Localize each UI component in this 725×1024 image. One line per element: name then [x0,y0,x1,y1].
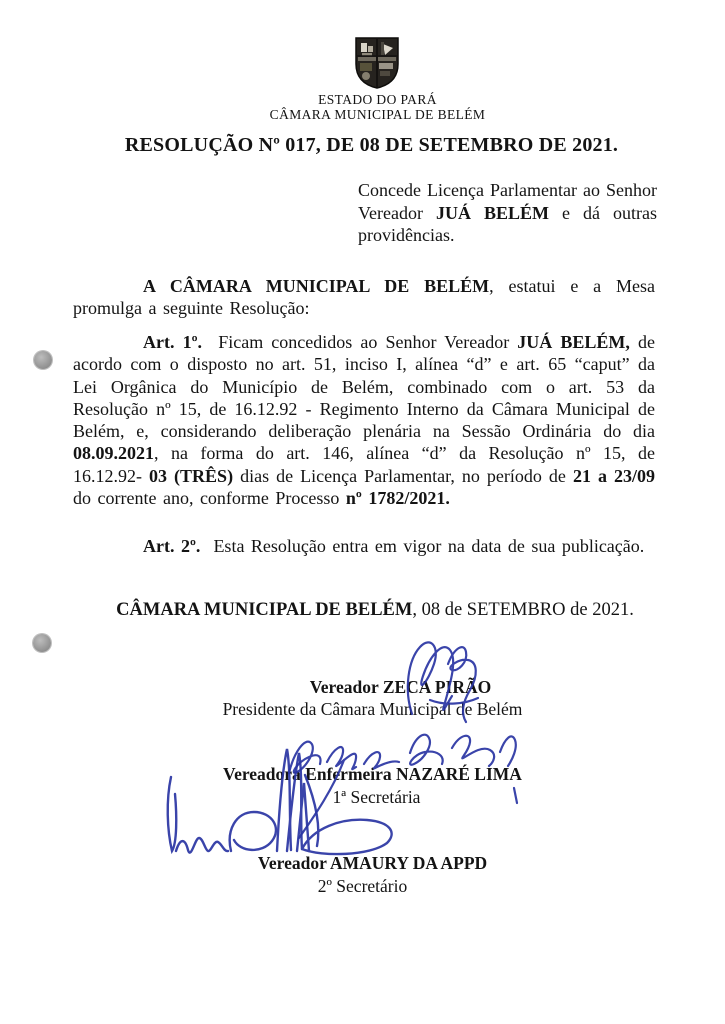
hole-punch-bottom [33,634,51,652]
preamble-paragraph: A CÂMARA MUNICIPAL DE BELÉM, estatui e a Mesa promulga a seguinte Resolução: [73,276,656,319]
dateline: CÂMARA MUNICIPAL DE BELÉM, 08 de SETEMBRO de 2021. [116,600,634,620]
letterhead-state-line: ESTADO DO PARÁ [318,92,437,107]
signatory-role-second-secretary: 2º Secretário [317,876,408,896]
signatory-role-first-secretary: 1ª Secretária [332,787,421,807]
article-1-paragraph: Art. 1º. Ficam concedidos ao Senhor Vereador JUÁ BELÉM, de acordo com o disposto no art. 51, inciso I, alínea “d” e art. 65 “caput” da Lei Orgânica do Município de Belém, combinado com o art. 53 da Resolução nº 15, de 16.12.92 - Regimento Interno da Câmara Municipal de Belém, e, considerando deliberação plenária na Sessão Ordinária do dia 08.09.2021, na forma do art. 146, alínea “d” da Resolução nº 15, de 16.12.92- 03 (TRÊS) dias de Licença Parlamentar, no período de 21 a 23/09 do corrente ano, conforme Processo nº 1782/2021. [73,332,655,509]
ementa-paragraph: Concede Licença Parlamentar ao Senhor Vereador JUÁ BELÉM e dá outras providências. [358,180,658,245]
resolution-title: RESOLUÇÃO Nº 017, DE 08 DE SETEMBRO DE 2021. [124,134,619,156]
letterhead-institution-line: CÂMARA MUNICIPAL DE BELÉM [269,107,486,122]
signatory-name-president: Vereador ZECA PIRÃO [309,677,492,697]
signatory-name-second-secretary: Vereador AMAURY DA APPD [257,853,488,873]
article-2-paragraph: Art. 2º. Esta Resolução entra em vigor na data de sua publicação. [143,536,645,556]
letterhead [0,92,725,122]
hole-punch-top [34,351,52,369]
signatory-role-president: Presidente da Câmara Municipal de Belém [222,699,523,719]
coat-of-arms-icon [352,36,402,90]
signatory-name-first-secretary: Vereadora Enfermeira NAZARÉ LIMA [223,764,522,784]
